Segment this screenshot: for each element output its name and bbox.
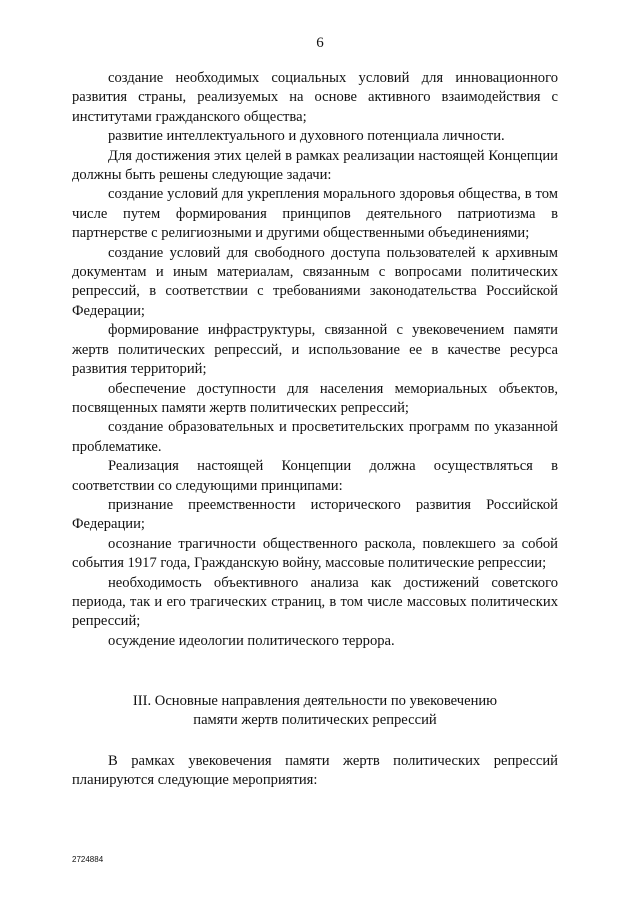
paragraph: создание условий для укрепления морального здоровья общества, в том числе путем формирования принципов деятельного патриотизма в партнерстве с религиозными и другими общественными объединениями; [72,186,558,242]
section-heading-line: III. Основные направления деятельности по увековечению [132,693,498,709]
paragraph: создание необходимых социальных условий для инновационного развития страны, реализуемых на основе активного взаимодействия с институтами гражданского общества; [72,70,558,125]
paragraph: осознание трагичности общественного раскола, повлекшего за собой события 1917 года, Гражданскую войну, массовые политические репрессии; [72,535,558,572]
paragraph: осуждение идеологии политического террора. [108,632,395,649]
section-heading-line: памяти жертв политических репрессий [193,712,437,729]
paragraph: создание образовательных и просветительских программ по указанной проблематике. [72,419,558,455]
paragraph: создание условий для свободного доступа пользователей к архивным документам и иным материалам, связанным с вопросами политических репрессий, в соответствии с требованиями законодательства Российской Федерации; [72,244,558,319]
paragraph: Реализация настоящей Концепции должна осуществляться в соответствии со следующими принципами: [72,458,558,494]
page-number: 6 [316,35,324,51]
body-text [72,69,558,651]
paragraph: обеспечение доступности для населения мемориальных объектов, посвященных памяти жертв политических репрессий; [72,380,558,416]
final-paragraph-block [72,752,558,791]
paragraph: необходимость объективного анализа как достижений советского периода, так и его трагических страниц, в том числе массовых политических репрессий; [72,574,558,630]
document-code: 2724884 [72,855,104,864]
paragraph: развитие интеллектуального и духовного потенциала личности. [108,128,505,145]
section-heading [72,692,558,731]
paragraph: В рамках увековечения памяти жертв политических репрессий планируются следующие мероприятия: [72,753,558,789]
paragraph: Для достижения этих целей в рамках реализации настоящей Концепции должны быть решены следующие задачи: [72,147,558,184]
paragraph: признание преемственности исторического развития Российской Федерации; [72,496,558,533]
paragraph: формирование инфраструктуры, связанной с увековечением памяти жертв политических репрессий, и использование ее в качестве ресурса развития территорий; [72,322,558,378]
